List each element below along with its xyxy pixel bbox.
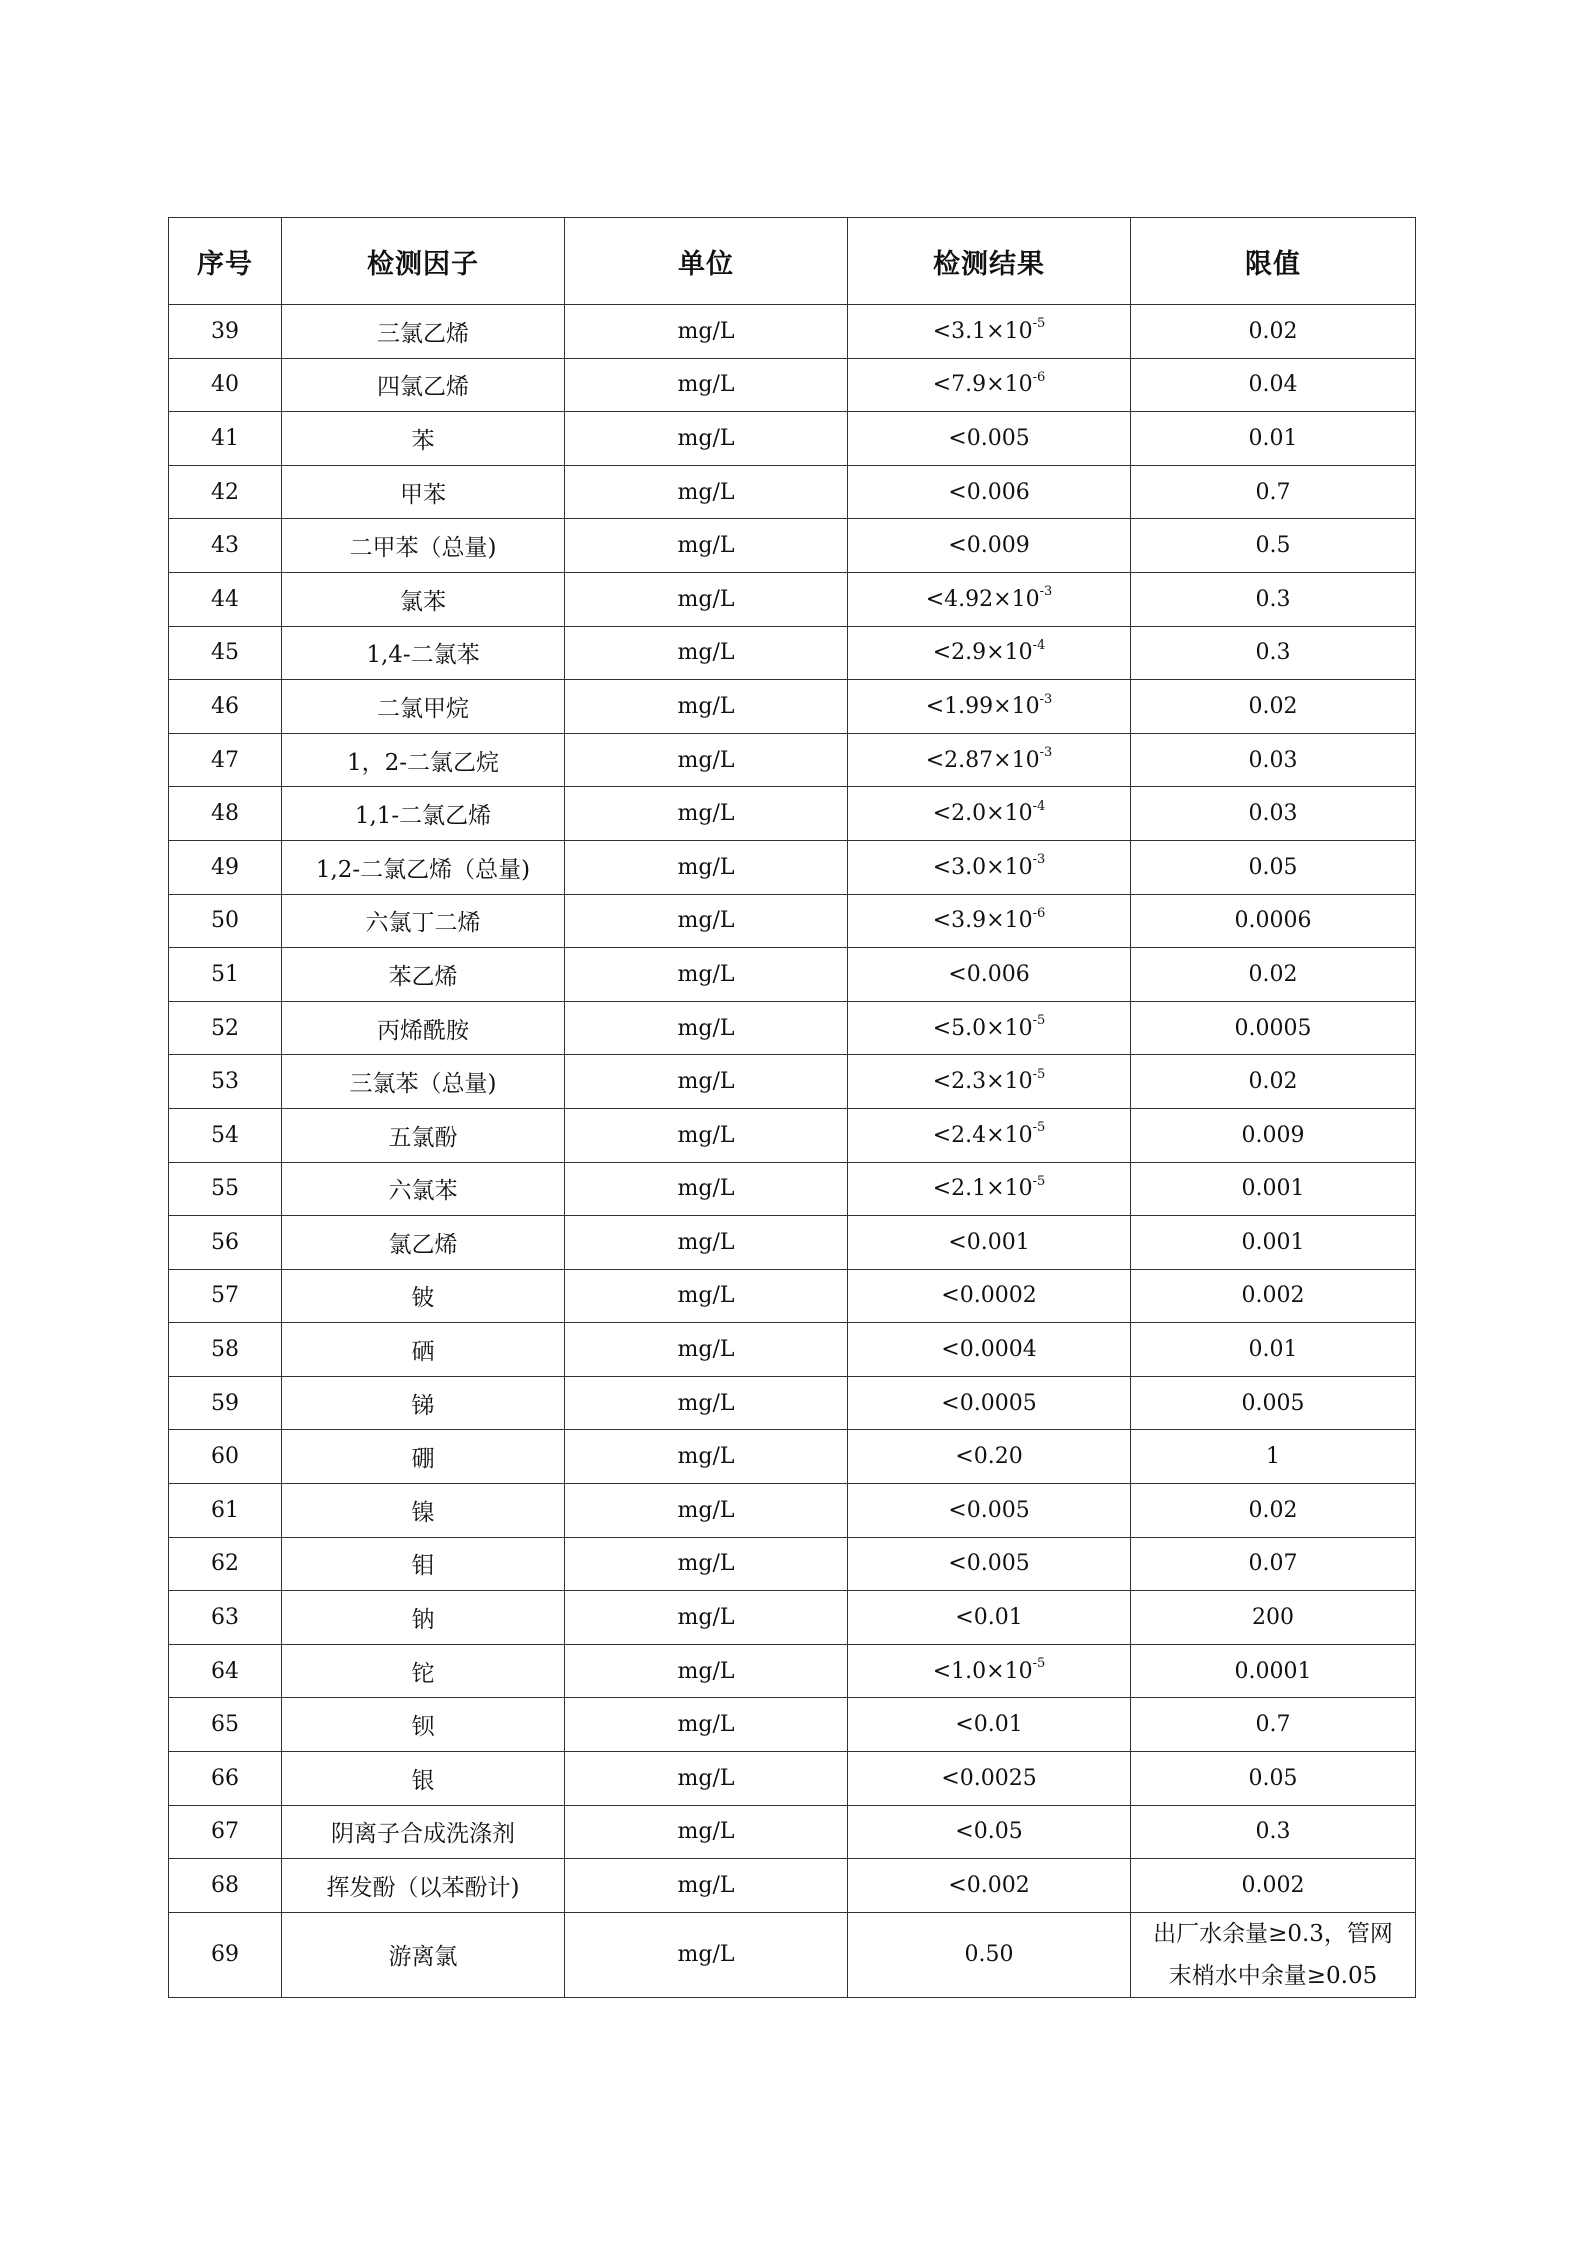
cell-factor: 二氯甲烷	[282, 680, 565, 734]
table-row	[169, 1108, 1416, 1162]
cell-seq: 53	[169, 1055, 282, 1109]
result-value: <2.87×10	[925, 747, 1040, 773]
cell-factor: 钼	[282, 1537, 565, 1591]
cell-result	[848, 1001, 1131, 1055]
table-row	[169, 1216, 1416, 1270]
cell-result	[848, 1591, 1131, 1645]
result-exponent: -5	[1032, 1013, 1046, 1029]
cell-unit: mg/L	[565, 1859, 848, 1913]
cell-seq: 45	[169, 626, 282, 680]
table-row	[169, 1698, 1416, 1752]
cell-unit: mg/L	[565, 1752, 848, 1806]
cell-limit	[1131, 1912, 1416, 1997]
result-value: <0.0025	[941, 1765, 1037, 1791]
table-row	[169, 1323, 1416, 1377]
cell-limit: 0.001	[1131, 1162, 1416, 1216]
table-row	[169, 733, 1416, 787]
cell-limit: 1	[1131, 1430, 1416, 1484]
cell-seq: 49	[169, 840, 282, 894]
table-row	[169, 1055, 1416, 1109]
cell-factor: 苯	[282, 412, 565, 466]
table-row	[169, 1484, 1416, 1538]
cell-seq: 62	[169, 1537, 282, 1591]
cell-factor: 四氯乙烯	[282, 358, 565, 412]
cell-seq: 42	[169, 465, 282, 519]
cell-limit: 0.02	[1131, 1055, 1416, 1109]
result-value: <2.9×10	[932, 640, 1033, 666]
table-header-row	[169, 218, 1416, 305]
cell-seq: 66	[169, 1752, 282, 1806]
cell-unit: mg/L	[565, 1216, 848, 1270]
cell-seq: 69	[169, 1912, 282, 1997]
table-row	[169, 412, 1416, 466]
result-value: <2.1×10	[932, 1176, 1033, 1202]
result-exponent: -6	[1032, 906, 1046, 921]
table-row	[169, 1537, 1416, 1591]
cell-factor: 硒	[282, 1323, 565, 1377]
cell-result	[848, 519, 1131, 573]
cell-seq: 61	[169, 1484, 282, 1538]
result-value: <0.01	[955, 1605, 1023, 1631]
result-value: <0.006	[948, 479, 1030, 505]
cell-unit: mg/L	[565, 1591, 848, 1645]
cell-factor: 氯苯	[282, 572, 565, 626]
table-row	[169, 680, 1416, 734]
header-unit: 单位	[565, 218, 848, 305]
cell-seq: 63	[169, 1591, 282, 1645]
result-value: <1.0×10	[932, 1658, 1033, 1684]
cell-result	[848, 680, 1131, 734]
cell-unit: mg/L	[565, 305, 848, 359]
detection-results-table	[168, 217, 1416, 1998]
cell-result	[848, 1216, 1131, 1270]
cell-factor: 游离氯	[282, 1912, 565, 1997]
table-row	[169, 1001, 1416, 1055]
cell-unit: mg/L	[565, 1537, 848, 1591]
cell-limit: 0.0001	[1131, 1644, 1416, 1698]
result-value: <0.006	[948, 961, 1030, 987]
cell-result	[848, 1108, 1131, 1162]
result-value: <3.0×10	[932, 854, 1033, 880]
cell-limit: 0.02	[1131, 948, 1416, 1002]
result-value: <0.005	[948, 1497, 1030, 1523]
cell-result	[848, 1323, 1131, 1377]
cell-limit: 0.002	[1131, 1859, 1416, 1913]
table-row	[169, 894, 1416, 948]
cell-unit: mg/L	[565, 1805, 848, 1859]
cell-factor: 甲苯	[282, 465, 565, 519]
cell-unit: mg/L	[565, 1698, 848, 1752]
cell-result	[848, 1859, 1131, 1913]
result-value: <3.1×10	[932, 318, 1033, 344]
cell-seq: 58	[169, 1323, 282, 1377]
cell-unit: mg/L	[565, 519, 848, 573]
result-value: <0.0004	[941, 1337, 1037, 1363]
cell-limit: 0.03	[1131, 733, 1416, 787]
cell-unit: mg/L	[565, 1269, 848, 1323]
table-row	[169, 305, 1416, 359]
cell-seq: 46	[169, 680, 282, 734]
cell-factor: 1,1-二氯乙烯	[282, 787, 565, 841]
cell-result	[848, 358, 1131, 412]
result-exponent: -5	[1032, 316, 1046, 332]
header-result: 检测结果	[848, 218, 1131, 305]
cell-result	[848, 1055, 1131, 1109]
cell-seq: 39	[169, 305, 282, 359]
cell-factor: 阴离子合成洗涤剂	[282, 1805, 565, 1859]
cell-seq: 57	[169, 1269, 282, 1323]
result-value: <3.9×10	[932, 908, 1033, 934]
table-row	[169, 572, 1416, 626]
cell-result	[848, 1698, 1131, 1752]
result-value: <2.3×10	[932, 1069, 1033, 1095]
result-value: <0.05	[955, 1819, 1023, 1845]
cell-unit: mg/L	[565, 733, 848, 787]
cell-limit: 0.3	[1131, 626, 1416, 680]
cell-seq: 60	[169, 1430, 282, 1484]
cell-seq: 51	[169, 948, 282, 1002]
cell-limit: 0.01	[1131, 1323, 1416, 1377]
cell-unit: mg/L	[565, 412, 848, 466]
cell-unit: mg/L	[565, 1323, 848, 1377]
cell-unit: mg/L	[565, 680, 848, 734]
result-exponent: -4	[1032, 638, 1046, 654]
cell-factor: 1,4-二氯苯	[282, 626, 565, 680]
result-exponent: -5	[1032, 1656, 1046, 1672]
result-exponent: -4	[1032, 798, 1046, 814]
cell-limit: 0.3	[1131, 1805, 1416, 1859]
result-exponent: -3	[1039, 584, 1053, 600]
cell-unit: mg/L	[565, 572, 848, 626]
cell-limit: 0.005	[1131, 1376, 1416, 1430]
cell-factor: 苯乙烯	[282, 948, 565, 1002]
cell-seq: 50	[169, 894, 282, 948]
table-row	[169, 840, 1416, 894]
cell-limit: 0.07	[1131, 1537, 1416, 1591]
cell-result	[848, 787, 1131, 841]
table-row	[169, 1430, 1416, 1484]
cell-limit: 0.01	[1131, 412, 1416, 466]
limit-text-line: 出厂水余量≥0.3，管网	[1153, 1920, 1393, 1947]
cell-factor: 硼	[282, 1430, 565, 1484]
cell-result	[848, 1430, 1131, 1484]
result-exponent: -3	[1039, 691, 1053, 707]
result-value: <0.20	[955, 1444, 1023, 1470]
cell-result	[848, 1484, 1131, 1538]
cell-unit: mg/L	[565, 1644, 848, 1698]
cell-result	[848, 1269, 1131, 1323]
cell-unit: mg/L	[565, 1430, 848, 1484]
cell-result	[848, 840, 1131, 894]
cell-result	[848, 1537, 1131, 1591]
cell-seq: 48	[169, 787, 282, 841]
result-value: <0.001	[948, 1229, 1030, 1255]
result-exponent: -3	[1032, 852, 1046, 868]
table-row	[169, 358, 1416, 412]
result-value: <0.002	[948, 1873, 1030, 1899]
result-value: <7.9×10	[932, 372, 1033, 398]
table-row	[169, 1859, 1416, 1913]
header-seq: 序号	[169, 218, 282, 305]
result-value: <0.01	[955, 1712, 1023, 1738]
cell-unit: mg/L	[565, 894, 848, 948]
table-row	[169, 1912, 1416, 1997]
cell-limit: 0.05	[1131, 840, 1416, 894]
result-value: <4.92×10	[925, 586, 1040, 612]
cell-unit: mg/L	[565, 1912, 848, 1997]
cell-result: 0.50	[848, 1912, 1131, 1997]
table-row	[169, 1591, 1416, 1645]
cell-seq: 59	[169, 1376, 282, 1430]
cell-limit: 0.03	[1131, 787, 1416, 841]
cell-unit: mg/L	[565, 465, 848, 519]
result-value: <0.0002	[941, 1283, 1037, 1309]
cell-seq: 67	[169, 1805, 282, 1859]
cell-unit: mg/L	[565, 1484, 848, 1538]
cell-factor: 三氯苯（总量)	[282, 1055, 565, 1109]
table-row	[169, 1269, 1416, 1323]
header-factor: 检测因子	[282, 218, 565, 305]
result-value: <0.005	[948, 425, 1030, 451]
cell-limit: 0.02	[1131, 1484, 1416, 1538]
result-value: <2.0×10	[932, 801, 1033, 827]
cell-unit: mg/L	[565, 1055, 848, 1109]
cell-result	[848, 626, 1131, 680]
cell-factor: 1，2-二氯乙烷	[282, 733, 565, 787]
cell-seq: 56	[169, 1216, 282, 1270]
table-row	[169, 787, 1416, 841]
cell-seq: 40	[169, 358, 282, 412]
cell-factor: 三氯乙烯	[282, 305, 565, 359]
cell-limit: 200	[1131, 1591, 1416, 1645]
result-exponent: -5	[1032, 1066, 1046, 1082]
cell-unit: mg/L	[565, 358, 848, 412]
cell-limit: 0.02	[1131, 305, 1416, 359]
table-row	[169, 1805, 1416, 1859]
table-body	[169, 305, 1416, 1998]
cell-seq: 43	[169, 519, 282, 573]
cell-seq: 41	[169, 412, 282, 466]
cell-seq: 64	[169, 1644, 282, 1698]
cell-limit: 0.0006	[1131, 894, 1416, 948]
cell-unit: mg/L	[565, 1001, 848, 1055]
cell-result	[848, 894, 1131, 948]
cell-result	[848, 572, 1131, 626]
table-row	[169, 519, 1416, 573]
table-row	[169, 1752, 1416, 1806]
cell-seq: 52	[169, 1001, 282, 1055]
cell-seq: 47	[169, 733, 282, 787]
result-value: <0.005	[948, 1551, 1030, 1577]
cell-unit: mg/L	[565, 787, 848, 841]
result-value: <0.0005	[941, 1390, 1037, 1416]
cell-unit: mg/L	[565, 948, 848, 1002]
result-value: <0.009	[948, 533, 1030, 559]
cell-unit: mg/L	[565, 626, 848, 680]
cell-seq: 65	[169, 1698, 282, 1752]
cell-limit: 0.002	[1131, 1269, 1416, 1323]
cell-result	[848, 305, 1131, 359]
cell-result	[848, 1376, 1131, 1430]
cell-seq: 68	[169, 1859, 282, 1913]
cell-factor: 二甲苯（总量)	[282, 519, 565, 573]
cell-result	[848, 733, 1131, 787]
cell-factor: 六氯苯	[282, 1162, 565, 1216]
cell-factor: 钡	[282, 1698, 565, 1752]
cell-result	[848, 948, 1131, 1002]
cell-limit: 0.7	[1131, 465, 1416, 519]
table-row	[169, 1376, 1416, 1430]
cell-result	[848, 465, 1131, 519]
cell-limit: 0.3	[1131, 572, 1416, 626]
result-value: <2.4×10	[932, 1122, 1033, 1148]
cell-result	[848, 1162, 1131, 1216]
result-value: <1.99×10	[925, 693, 1040, 719]
cell-limit: 0.009	[1131, 1108, 1416, 1162]
cell-unit: mg/L	[565, 840, 848, 894]
cell-factor: 1,2-二氯乙烯（总量)	[282, 840, 565, 894]
cell-result	[848, 1644, 1131, 1698]
cell-unit: mg/L	[565, 1162, 848, 1216]
result-exponent: -5	[1032, 1120, 1046, 1136]
table-row	[169, 465, 1416, 519]
result-exponent: -3	[1039, 745, 1053, 761]
cell-seq: 55	[169, 1162, 282, 1216]
cell-factor: 镍	[282, 1484, 565, 1538]
cell-unit: mg/L	[565, 1108, 848, 1162]
cell-factor: 铊	[282, 1644, 565, 1698]
cell-factor: 铍	[282, 1269, 565, 1323]
cell-limit: 0.05	[1131, 1752, 1416, 1806]
cell-limit: 0.02	[1131, 680, 1416, 734]
result-exponent: -5	[1032, 1173, 1046, 1189]
cell-limit: 0.0005	[1131, 1001, 1416, 1055]
table-row	[169, 626, 1416, 680]
cell-seq: 44	[169, 572, 282, 626]
cell-factor: 锑	[282, 1376, 565, 1430]
cell-seq: 54	[169, 1108, 282, 1162]
cell-factor: 六氯丁二烯	[282, 894, 565, 948]
cell-factor: 挥发酚（以苯酚计)	[282, 1859, 565, 1913]
cell-unit: mg/L	[565, 1376, 848, 1430]
cell-result	[848, 1805, 1131, 1859]
cell-factor: 氯乙烯	[282, 1216, 565, 1270]
cell-factor: 五氯酚	[282, 1108, 565, 1162]
cell-factor: 钠	[282, 1591, 565, 1645]
cell-factor: 丙烯酰胺	[282, 1001, 565, 1055]
cell-result	[848, 1752, 1131, 1806]
cell-limit: 0.001	[1131, 1216, 1416, 1270]
table-row	[169, 948, 1416, 1002]
cell-limit: 0.04	[1131, 358, 1416, 412]
limit-text-line: 末梢水中余量≥0.05	[1168, 1962, 1378, 1989]
cell-limit: 0.7	[1131, 1698, 1416, 1752]
result-exponent: -6	[1032, 370, 1046, 386]
table-row	[169, 1162, 1416, 1216]
header-limit: 限值	[1131, 218, 1416, 305]
cell-limit: 0.5	[1131, 519, 1416, 573]
cell-factor: 银	[282, 1752, 565, 1806]
table-row	[169, 1644, 1416, 1698]
result-value: <5.0×10	[932, 1015, 1033, 1041]
cell-result	[848, 412, 1131, 466]
